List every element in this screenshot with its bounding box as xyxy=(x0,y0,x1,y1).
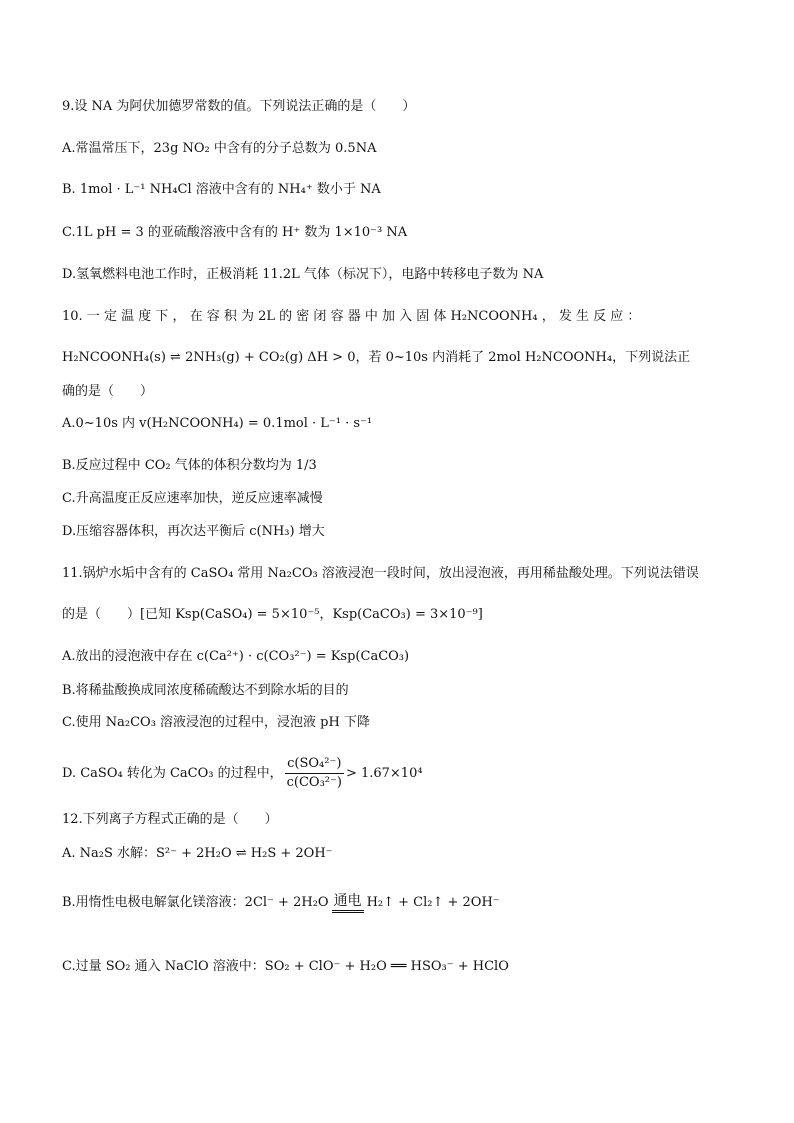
q11-option-a: A.放出的浸泡液中存在 c(Ca²⁺) · c(CO₃²⁻) = Ksp(CaCO₃) xyxy=(62,649,410,664)
q9-option-a: A.常温常压下，23g NO₂ 中含有的分子总数为 0.5NA xyxy=(62,141,377,156)
q9-stem: 9.设 NA 为阿伏加德罗常数的值。下列说法正确的是（ ） xyxy=(62,99,416,114)
q10-stem-line-1: 10. 一 定 温 度 下 ， 在 容 积 为 2L 的 密 闭 容 器 中 加 入 固 体 H₂NCOONH₄ ， 发 生 反 应 ： xyxy=(62,309,641,324)
q11-d-fraction xyxy=(285,755,344,792)
q10-option-a: A.0~10s 内 v(H₂NCOONH₄) = 0.1mol · L⁻¹ · s⁻¹ xyxy=(62,416,373,431)
q11-stem-line-2: 的是（ ）[已知 Ksp(CaSO₄) = 5×10⁻⁵，Ksp(CaCO₃) = 3×10⁻⁹] xyxy=(62,607,483,622)
q11-d-numerator: c(SO₄²⁻) xyxy=(285,755,344,774)
q10-stem-line-2: H₂NCOONH₄(s) ⇌ 2NH₃(g) + CO₂(g) ΔH > 0，若 0~10s 内消耗了 2mol H₂NCOONH₄，下列说法正 xyxy=(62,350,691,365)
q9-option-b: B. 1mol · L⁻¹ NH₄Cl 溶液中含有的 NH₄⁺ 数小于 NA xyxy=(62,182,381,197)
q12-b-condition-arrow xyxy=(332,892,364,913)
q11-option-c: C.使用 Na₂CO₃ 溶液浸泡的过程中，浸泡液 pH 下降 xyxy=(62,715,370,730)
q11-d-prefix: D. CaSO₄ 转化为 CaCO₃ 的过程中， xyxy=(62,766,283,781)
q12-b-suffix: H₂↑ + Cl₂↑ + 2OH⁻ xyxy=(366,895,500,910)
q12-b-condition: 通电 xyxy=(332,892,364,913)
q12-option-b xyxy=(62,885,734,921)
q10-option-b: B.反应过程中 CO₂ 气体的体积分数均为 1/3 xyxy=(62,458,317,473)
q11-option-d xyxy=(62,755,734,792)
q10-option-d: D.压缩容器体积，再次达平衡后 c(NH₃) 增大 xyxy=(62,524,325,539)
q9-option-c: C.1L pH = 3 的亚硫酸溶液中含有的 H⁺ 数为 1×10⁻³ NA xyxy=(62,225,408,240)
q11-d-suffix: > 1.67×10⁴ xyxy=(345,766,423,781)
q10-option-c: C.升高温度正反应速率加快，逆反应速率减慢 xyxy=(62,491,323,506)
q12-option-c: C.过量 SO₂ 通入 NaClO 溶液中：SO₂ + ClO⁻ + H₂O ══ HSO₃⁻ + HClO xyxy=(62,959,509,974)
q12-stem: 12.下列离子方程式正确的是（ ） xyxy=(62,812,278,827)
q12-option-a: A. Na₂S 水解：S²⁻ + 2H₂O ⇌ H₂S + 2OH⁻ xyxy=(62,846,333,861)
q9-option-d: D.氢氧燃料电池工作时，正极消耗 11.2L 气体（标况下），电路中转移电子数为 NA xyxy=(62,267,544,282)
q11-d-denominator: c(CO₃²⁻) xyxy=(286,775,342,790)
q11-stem-line-1: 11.锅炉水垢中含有的 CaSO₄ 常用 Na₂CO₃ 溶液浸泡一段时间，放出浸泡液，再用稀盐酸处理。下列说法错误 xyxy=(62,566,699,581)
q10-stem-line-3: 确的是（ ） xyxy=(62,384,154,399)
q11-option-b: B.将稀盐酸换成同浓度稀硫酸达不到除水垢的目的 xyxy=(62,683,349,698)
q12-b-prefix: B.用惰性电极电解氯化镁溶液：2Cl⁻ + 2H₂O xyxy=(62,895,329,910)
